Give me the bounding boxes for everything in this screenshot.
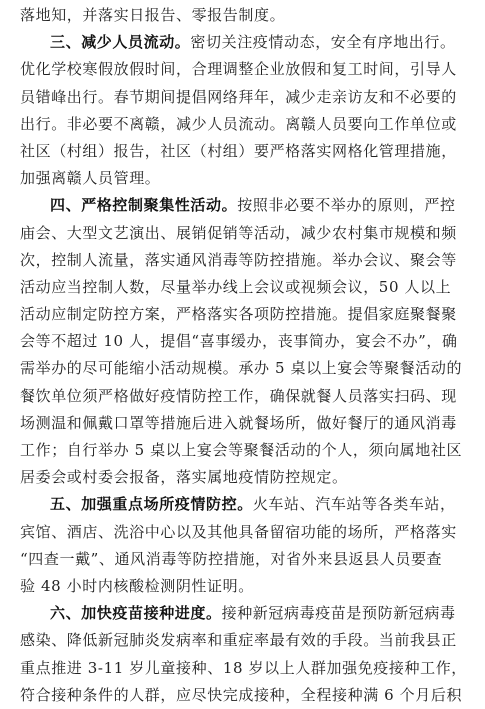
paragraph-line: “四查一戴”、通风消毒等防控措施，对省外来县返县人员要查: [20, 549, 443, 568]
paragraph-line: 工作；自行举办 5 桌以上宴会等聚餐活动的个人，须向属地社区: [20, 441, 463, 459]
paragraph-line: 员错峰出行。春节期间提倡网络拜年，减少走亲访友和不必要的: [20, 87, 457, 106]
paragraph-text: 按照非必要不举办的原则，严控: [237, 196, 456, 215]
paragraph-line: 出行。非必要不离赣，减少人员流动。离赣人员要向工作单位或: [20, 114, 457, 133]
section-five-heading: 五、加强重点场所疫情防控。: [50, 495, 253, 514]
paragraph-line: 活动应制定防控方案，严格落实各项防控措施。提倡家庭聚餐聚: [20, 305, 457, 324]
paragraph-text: 火车站、汽车站等各类车站，: [252, 495, 456, 514]
paragraph-line: 符合接种条件的人群，应尽快完成接种，全程接种满 6 个月后积: [20, 685, 463, 704]
paragraph-line: 餐饮单位须严格做好疫情防控工作，确保就餐人员落实扫码、现: [20, 386, 457, 405]
paragraph-line: 会等不超过 10 人，提倡“喜事缓办，丧事简办，宴会不办”，确: [20, 332, 458, 351]
paragraph-line: 重点推进 3-11 岁儿童接种、18 岁以上人群加强免疫接种工作，: [20, 658, 467, 677]
section-three-heading: 三、减少人员流动。: [50, 33, 191, 52]
paragraph-line: 居委会或村委会报备，落实属地疫情防控规定。: [20, 468, 348, 487]
paragraph-line: 次，控制人流量，落实通风消毒等防控措施。举办会议、聚会等: [20, 250, 457, 269]
paragraph-line: 场测温和佩戴口罩等措施后进入就餐场所，做好餐厅的通风消毒: [20, 413, 457, 432]
paragraph-line: 加强离赣人员管理。: [20, 169, 161, 188]
paragraph-line: 落地知，并落实日报告、零报告制度。: [20, 6, 286, 24]
paragraph-line: 验 48 小时内核酸检测阴性证明。: [20, 576, 254, 595]
paragraph-line: 优化学校寒假放假时间，合理调整企业放假和复工时间，引导人: [20, 60, 457, 79]
paragraph-line: 庙会、大型文艺演出、展销促销等活动，减少农村集市规模和频: [20, 223, 457, 242]
paragraph-line: 需举办的尽可能缩小活动规模。承办 5 桌以上宴会等聚餐活动的: [20, 359, 463, 378]
section-six-first-line: [20, 600, 470, 627]
section-three-first-line: [20, 29, 470, 56]
paragraph-text: 密切关注疫情动态，安全有序地出行。: [190, 33, 456, 52]
paragraph-line: 活动应当控制人数，尽量举办线上会议或视频会议，50 人以上: [20, 277, 452, 296]
section-four-heading: 四、严格控制聚集性活动。: [50, 196, 238, 215]
paragraph-line: 社区（村组）报告，社区（村组）要严格落实网格化管理措施，: [20, 141, 457, 160]
section-four-first-line: [20, 192, 470, 219]
section-six-heading: 六、加快疫苗接种进度。: [50, 604, 222, 623]
paragraph-line: 感染、降低新冠肺炎发病率和重症率最有效的手段。当前我县正: [20, 631, 457, 650]
document-page: [20, 0, 470, 709]
paragraph-text: 接种新冠病毒疫苗是预防新冠病毒: [221, 604, 456, 623]
paragraph-line: 宾馆、酒店、洗浴中心以及其他具备留宿功能的场所，严格落实: [20, 522, 457, 541]
section-five-first-line: [20, 491, 470, 518]
